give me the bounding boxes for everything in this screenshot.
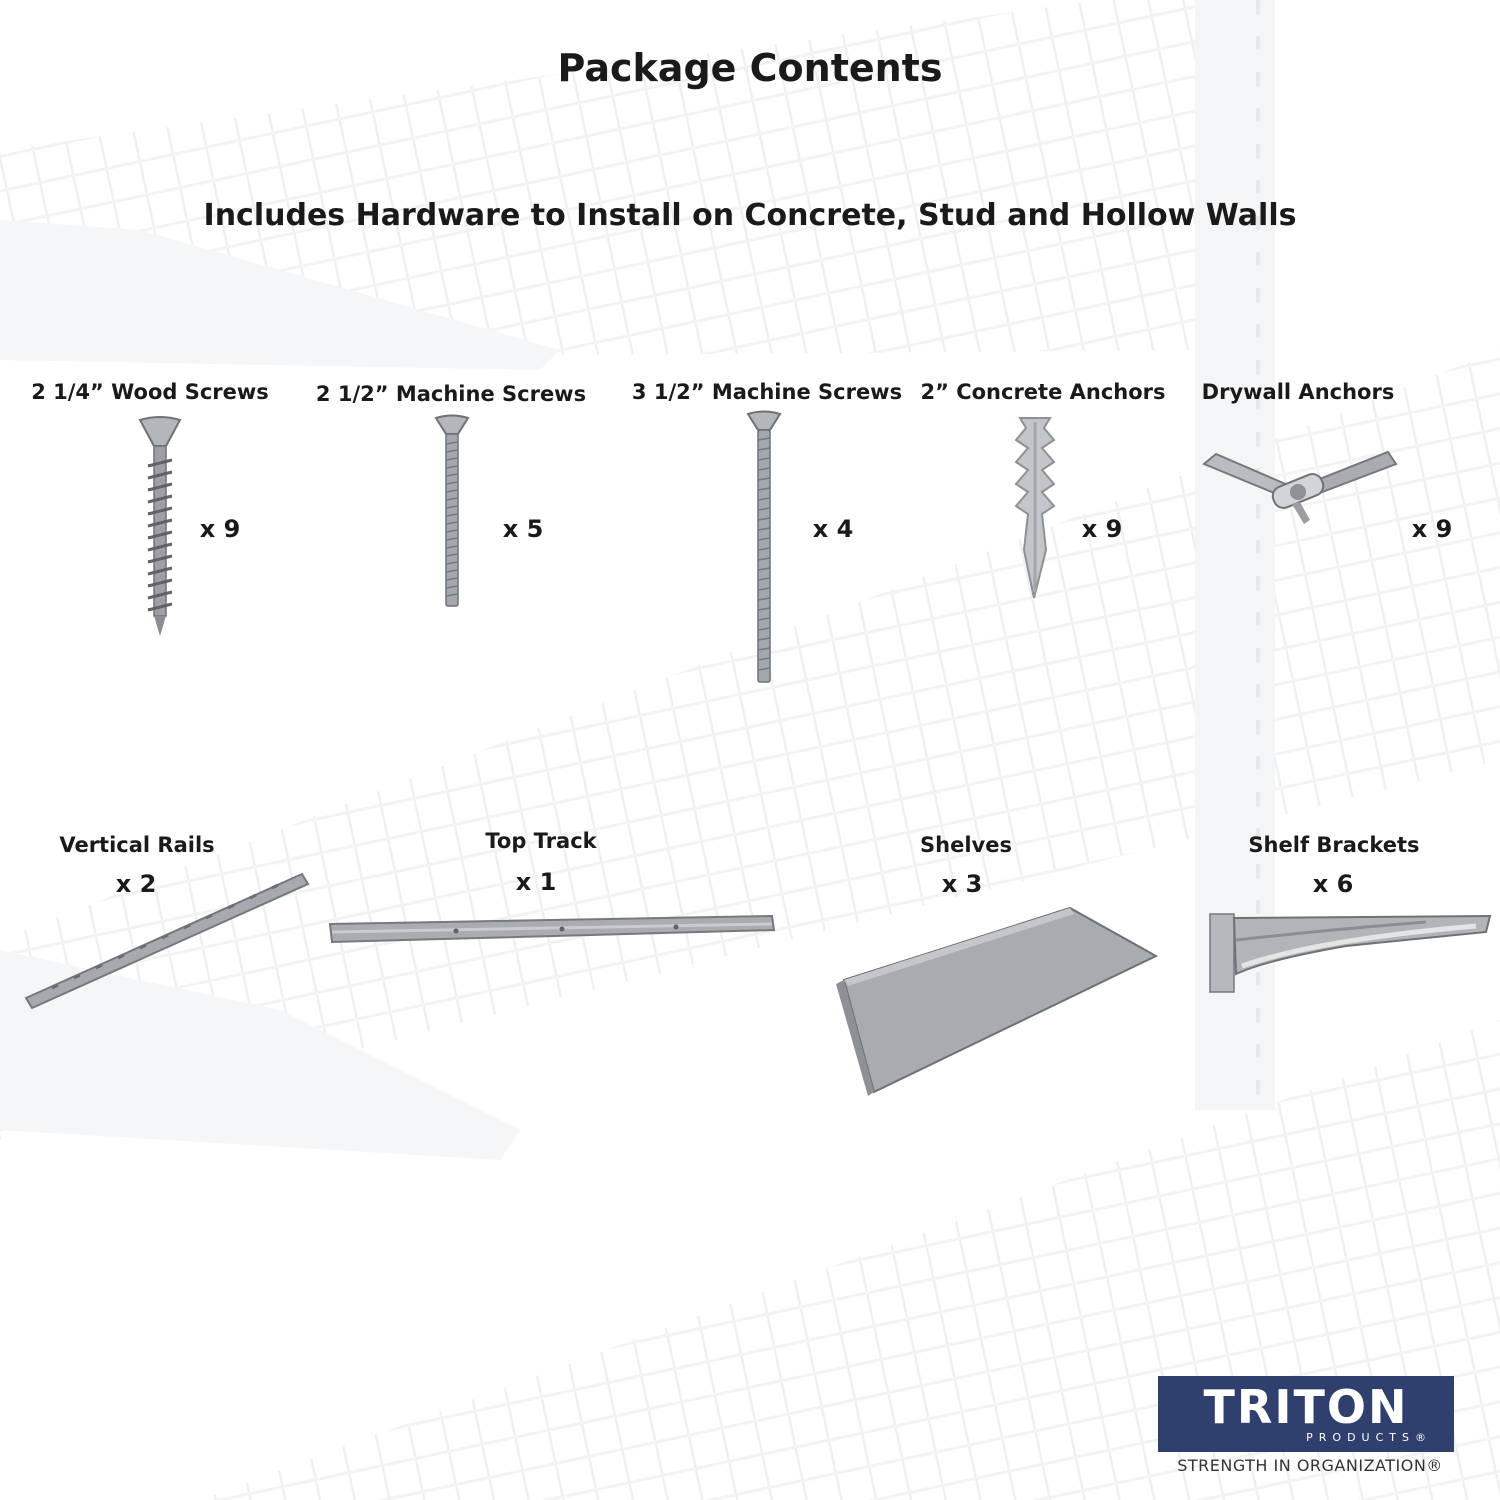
- vertical-rails-label: Vertical Rails: [59, 833, 215, 857]
- concrete-anchors-label: 2” Concrete Anchors: [920, 380, 1166, 404]
- page-subtitle: Includes Hardware to Install on Concrete, Stud and Hollow Walls: [203, 198, 1297, 233]
- vertical-rails-qty: x 2: [115, 870, 157, 898]
- machine-screws-qty: x 5: [502, 515, 544, 543]
- machine-screw-icon: [432, 414, 472, 610]
- shelf-brackets-qty: x 6: [1312, 870, 1354, 898]
- brand-name: TRITON: [1203, 1380, 1409, 1434]
- brand-logo: [1130, 1376, 1490, 1476]
- shelves-label: Shelves: [920, 833, 1012, 857]
- long-machine-screws-qty: x 4: [812, 515, 854, 543]
- brand-tagline: STRENGTH IN ORGANIZATION®: [1177, 1456, 1443, 1475]
- wood-screws-qty: x 9: [199, 515, 241, 543]
- brand-subname: PRODUCTS®: [1306, 1431, 1432, 1444]
- toggle-anchor-icon: [1200, 446, 1406, 536]
- top-track-label: Top Track: [485, 829, 597, 853]
- drywall-anchors-label: Drywall Anchors: [1201, 380, 1395, 404]
- top-track-qty: x 1: [515, 868, 557, 896]
- concrete-anchors-qty: x 9: [1081, 515, 1123, 543]
- concrete-anchor-icon: [1010, 410, 1060, 600]
- shelf-bracket-icon: [1196, 910, 1496, 996]
- wood-screw-icon: [130, 416, 190, 638]
- vertical-rail-icon: [22, 870, 312, 1012]
- top-track-icon: [326, 912, 778, 946]
- shelf-icon: [830, 904, 1160, 1096]
- long-machine-screws-label: 3 1/2” Machine Screws: [631, 380, 903, 404]
- long-machine-screw-icon: [744, 410, 784, 686]
- machine-screws-label: 2 1/2” Machine Screws: [315, 382, 587, 406]
- wood-screws-label: 2 1/4” Wood Screws: [31, 380, 269, 404]
- shelf-brackets-label: Shelf Brackets: [1248, 833, 1420, 857]
- page-title: Package Contents: [557, 46, 943, 90]
- drywall-anchors-qty: x 9: [1411, 515, 1453, 543]
- shelves-qty: x 3: [941, 870, 983, 898]
